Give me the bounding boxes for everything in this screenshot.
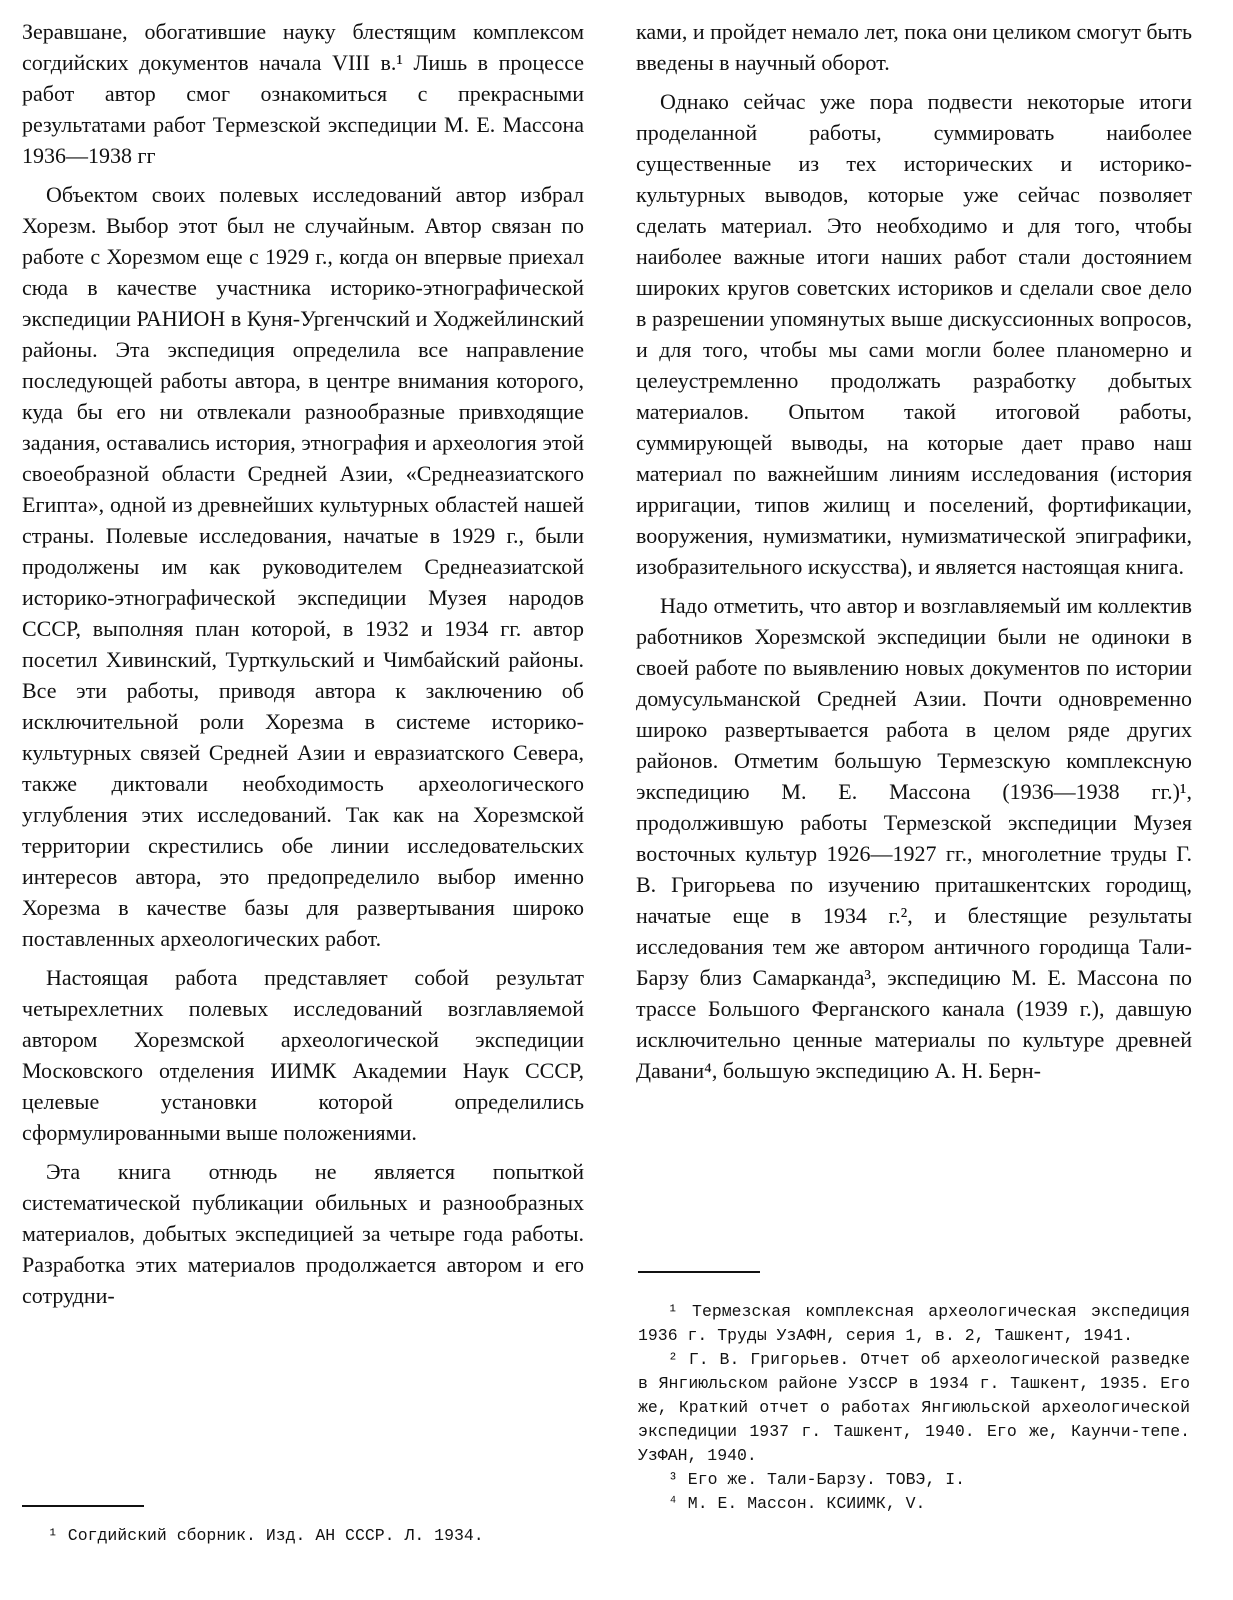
footnote: ³ Его же. Тали-Барзу. ТОВЭ, I. <box>668 1470 966 1489</box>
footnotes-left <box>48 1524 588 1548</box>
left-column <box>22 16 584 1319</box>
footnote-divider <box>638 1271 760 1273</box>
footnotes-right <box>638 1300 1190 1516</box>
paragraph: ками, и пройдет немало лет, пока они целиком смогут быть введены в научный оборот. <box>636 19 1192 75</box>
footnote: ² Г. В. Григорьев. Отчет об археологической разведке в Янгиюльском районе УзССР в 1934 г. Ташкент, 1935. Его же, Краткий отчет о работах Янгиюльской археологической экспедиции 1937 г. Ташкент, 1940. Его же, Каунчи-тепе. УзФАН, 1940. <box>638 1350 1190 1465</box>
paragraph: Однако сейчас уже пора подвести некоторые итоги проделанной работы, суммировать наиболее существенные из тех исторических и историко-культурных выводов, которые уже сейчас позволяет сделать материал. Это необходимо и для того, чтобы наиболее важные итоги наших работ стали достоянием широких кругов советских историков и сделали свое дело в разрешении упомянутых выше дискуссионных вопросов, и для того, чтобы мы сами могли более планомерно и целеустремленно продолжать разработку добытых материалов. Опытом такой итоговой работы, суммирующей выводы, на которые дает право наш материал по важнейшим линиям исследования (история ирригации, типов жилищ и поселений, фортификации, вооружения, нумизматики, нумизматической эпиграфики, изобразительного искусства), и является настоящая книга. <box>636 89 1192 579</box>
paragraph: Объектом своих полевых исследований автор избрал Хорезм. Выбор этот был не случайным. Автор связан по работе с Хорезмом еще с 1929 г., когда он впервые приехал сюда в качестве участника историко-этнографической экспедиции РАНИОН в Куня-Ургенчский и Ходжейлинский районы. Эта экспедиция определила все направление последующей работы автора, в центре внимания которого, куда бы его ни отвлекали разнообразные привходящие задания, оставались история, этнография и археология этой своеобразной области Средней Азии, «Среднеазиатского Египта», одной из древнейших культурных областей нашей страны. Полевые исследования, начатые в 1929 г., были продолжены им как руководителем Среднеазиатской историко-этнографической экспедиции Музея народов СССР, выполняя план которой, в 1932 и 1934 гг. автор посетил Хивинский, Турткульский и Чимбайский районы. Все эти работы, приводя автора к заключению об исключительной роли Хорезма в системе историко-культурных связей Средней Азии и евразиатского Севера, также диктовали необходимость археологического углубления этих исследований. Так как на Хорезмской территории скрестились обе линии исследовательских интересов автора, это предопределило выбор именно Хорезма в качестве базы для развертывания широко поставленных археологических работ. <box>22 182 584 951</box>
footnote: ¹ Термезская комплексная археологическая экспедиция 1936 г. Труды УзАФН, серия 1, в. 2, Ташкент, 1941. <box>638 1302 1190 1345</box>
right-column <box>636 16 1192 1094</box>
paragraph: Зеравшане, обогатившие науку блестящим комплексом согдийских документов начала VIII в.¹ Лишь в процессе работ автор смог ознакомиться с прекрасными результатами работ Термезской экспедиции М. Е. Массона 1936—1938 гг <box>22 19 584 168</box>
footnote: ⁴ М. Е. Массон. КСИИМК, V. <box>668 1494 926 1513</box>
paragraph: Эта книга отнюдь не является попыткой систематической публикации обильных и разнообразных материалов, добытых экспедицией за четыре года работы. Разработка этих материалов продолжается автором и его сотрудни- <box>22 1159 584 1308</box>
footnote-divider <box>22 1505 144 1507</box>
paragraph: Настоящая работа представляет собой результат четырехлетних полевых исследований возглавляемой автором Хорезмской археологической экспедиции Московского отделения ИИМК Академии Наук СССР, целевые установки которой определились сформулированными выше положениями. <box>22 965 584 1145</box>
paragraph: Надо отметить, что автор и возглавляемый им коллектив работников Хорезмской экспедиции были не одиноки в своей работе по выявлению новых документов по истории домусульманской Средней Азии. Почти одновременно широко развертывается работа в целом ряде других районов. Отметим большую Термезскую комплексную экспедицию М. Е. Массона (1936—1938 гг.)¹, продолжившую работы Термезской экспедиции Музея восточных культур 1926—1927 гг., многолетние труды Г. В. Григорьева по изучению приташкентских городищ, начатые еще в 1934 г.², и блестящие результаты исследования тем же автором античного городища Тали-Барзу близ Самарканда³, экспедицию М. Е. Массона по трассе Большого Ферганского канала (1939 г.), давшую исключительно ценные материалы по культуре древней Давани⁴, большую экспедицию А. Н. Берн- <box>636 593 1192 1083</box>
footnote: ¹ Согдийский сборник. Изд. АН СССР. Л. 1934. <box>48 1526 484 1545</box>
